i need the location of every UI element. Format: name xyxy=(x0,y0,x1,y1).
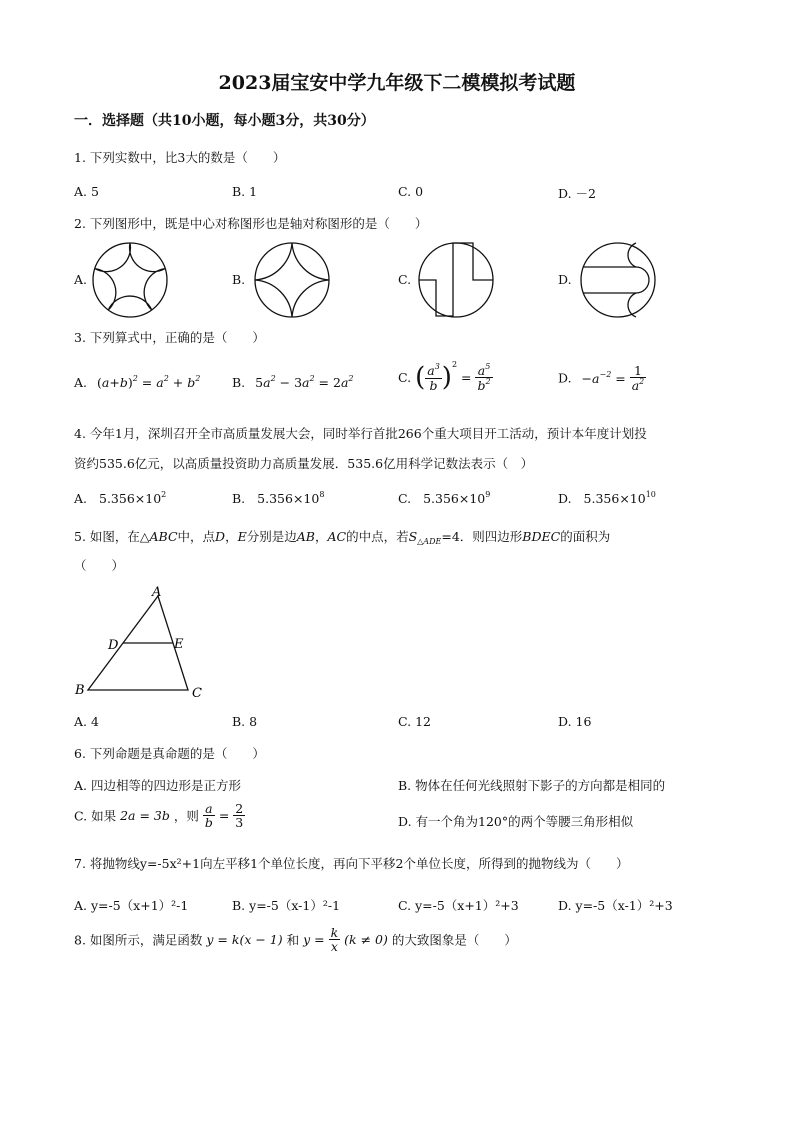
q1-option-c[interactable]: C. 0 xyxy=(398,184,424,199)
q6-option-c[interactable]: C. 如果 2a = 3b ，则 $\frac{a}{b}$ = $\frac{2}{3}$ xyxy=(74,801,244,831)
q3-option-a[interactable]: A. $(a+b)^2 = a^2 + b^2$ xyxy=(74,374,201,390)
q5-option-a[interactable]: A. 4 xyxy=(74,714,99,729)
q5-option-d[interactable]: D. 16 xyxy=(558,714,592,729)
q1-stem: 1. 下列实数中，比3大的数是（ ） xyxy=(74,150,286,165)
q3-d-fraction: $\frac{1}{a^2}$ xyxy=(631,363,645,394)
q6-stem: 6. 下列命题是真命题的是（ ） xyxy=(74,746,265,761)
q6-option-d[interactable]: D. 有一个角为120°的两个等腰三角形相似 xyxy=(398,814,634,829)
label-b: B xyxy=(75,683,85,698)
q2-figure-c xyxy=(416,240,496,320)
q2-stem: 2. 下列图形中，既是中心对称图形也是轴对称图形的是（ ） xyxy=(74,216,428,231)
q3-b-expression: $5a^2 - 3a^2 = 2a^2$ xyxy=(255,374,354,390)
label-d: D xyxy=(108,638,119,653)
q1-option-a[interactable]: A. 5 xyxy=(74,184,99,199)
q3-option-d[interactable]: D. $-a^{-2}$ = $\frac{1}{a^2}$ xyxy=(558,363,645,394)
q3-option-b[interactable]: B. $5a^2 - 3a^2 = 2a^2$ xyxy=(232,374,354,390)
q7-stem: 7. 将抛物线y=-5x²+1向左平移1个单位长度，再向下平移2个单位长度，所得到的抛物线为（ ） xyxy=(74,856,629,871)
q5-stem-line1: 5. 如图，在△ABC中，点D，E分别是边AB，AC的中点，若$S_{\triangle ADE}=4$．则四边形BDEC的面积为 xyxy=(74,529,611,546)
q3-stem: 3. 下列算式中，正确的是（ ） xyxy=(74,330,265,345)
q3-a-expression: $(a+b)^2 = a^2 + b^2$ xyxy=(97,374,201,390)
q4-option-a[interactable]: A. $5.356\times 10^2$ xyxy=(74,490,167,506)
q5-triangle-figure xyxy=(72,584,212,704)
q4-stem-line1: 4. 今年1月，深圳召开全市高质量发展大会，同时举行首批266个重大项目开工活动，预计本年度计划投 xyxy=(74,426,647,441)
label-e: E xyxy=(174,637,184,652)
q3-c-lhs-fraction: $\frac{a^3}{b}$ xyxy=(427,362,440,393)
q4-option-c[interactable]: C. $5.356\times 10^9$ xyxy=(398,490,491,506)
q2-option-c[interactable]: C. xyxy=(398,272,412,287)
label-c: C xyxy=(192,686,202,701)
q8-stem: 8. 如图所示，满足函数 y = k(x − 1) 和 y = $\frac{k}{x}$ (k ≠ 0) 的大致图象是（ ） xyxy=(74,925,517,955)
label-a: A xyxy=(152,585,162,600)
q5-stem-line2: （ ） xyxy=(74,558,125,573)
q7-option-b[interactable]: B. y=-5（x-1）²-1 xyxy=(232,898,341,913)
q4-stem-line2: 资约535.6亿元，以高质量投资助力高质量发展．535.6亿用科学记数法表示（ ） xyxy=(74,456,534,471)
q7-option-a[interactable]: A. y=-5（x+1）²-1 xyxy=(74,898,189,913)
q2-option-b[interactable]: B. xyxy=(232,272,246,287)
page-title: 2023届宝安中学九年级下二模模拟考试题 xyxy=(218,72,576,94)
q5-option-b[interactable]: B. 8 xyxy=(232,714,258,729)
q6-option-b[interactable]: B. 物体在任何光线照射下影子的方向都是相同的 xyxy=(398,778,666,793)
q1-option-d[interactable]: D. －2 xyxy=(558,186,596,201)
q6-option-a[interactable]: A. 四边相等的四边形是正方形 xyxy=(74,778,241,793)
q5-option-c[interactable]: C. 12 xyxy=(398,714,431,729)
q4-option-d[interactable]: D. $5.356\times 10^{10}$ xyxy=(558,490,656,506)
q3-c-rhs-fraction: $\frac{a^5}{b^2}$ xyxy=(477,361,491,393)
q2-option-d[interactable]: D. xyxy=(558,272,572,287)
q7-option-d[interactable]: D. y=-5（x-1）²+3 xyxy=(558,898,673,913)
q7-option-c[interactable]: C. y=-5（x+1）²+3 xyxy=(398,898,519,913)
q4-option-b[interactable]: B. $5.356\times 10^8$ xyxy=(232,490,325,506)
q1-option-b[interactable]: B. 1 xyxy=(232,184,258,199)
q2-option-a[interactable]: A. xyxy=(74,272,88,287)
q2-figure-d xyxy=(578,240,658,320)
section-heading: 一．选择题（共10小题，每小题3分，共30分） xyxy=(74,113,375,129)
q3-option-c[interactable]: C. ( $\frac{a^3}{b}$ )$^2$ = $\frac{a^5}{b^2}$ xyxy=(398,360,491,393)
q2-figure-a xyxy=(90,240,170,320)
q2-figure-b xyxy=(252,240,332,320)
